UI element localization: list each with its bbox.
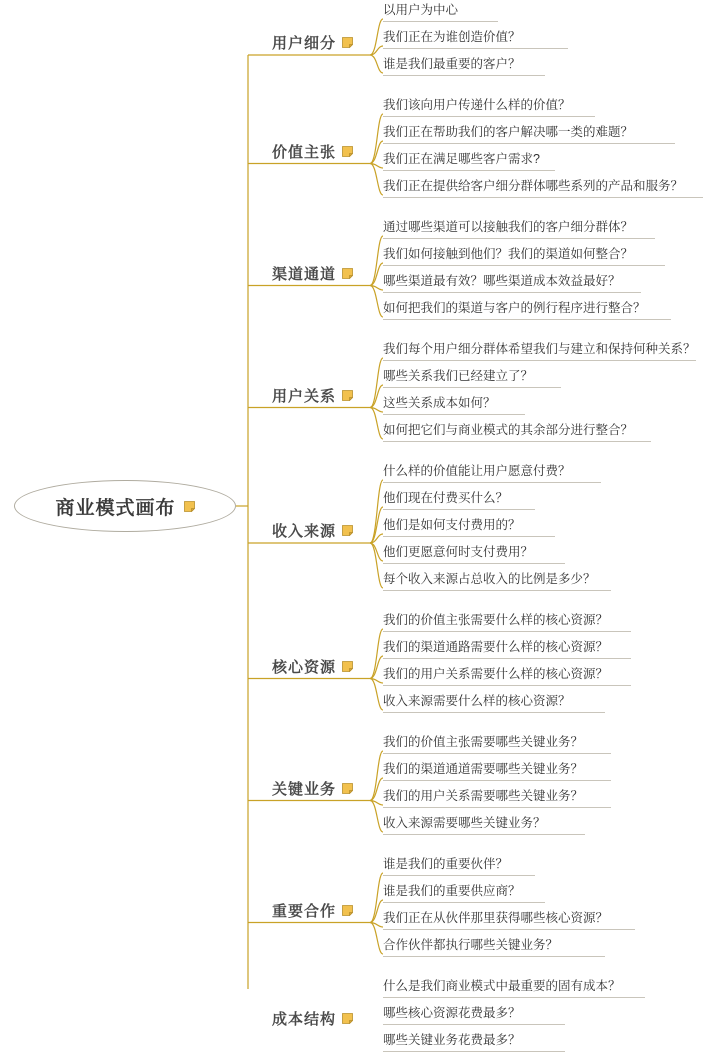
- leaf-node[interactable]: [383, 857, 535, 876]
- leaf-label: 我们正在从伙伴那里获得哪些核心资源？: [383, 911, 609, 925]
- leaf-node[interactable]: [383, 220, 655, 239]
- note-icon[interactable]: [342, 661, 353, 672]
- leaf-label: 以用户为中心: [383, 3, 459, 17]
- leaf-label: 谁是我们的重要供应商？: [383, 884, 521, 898]
- leaf-node[interactable]: [383, 816, 585, 835]
- leaf-label: 他们现在付费买什么？: [383, 491, 509, 505]
- leaf-label: 合作伙伴都执行哪些关键业务？: [383, 938, 559, 952]
- leaf-node[interactable]: [383, 884, 545, 903]
- leaf-label: 我们如何接触到他们？我们的渠道如何整合？: [383, 247, 634, 261]
- branch-label: 收入来源: [272, 523, 337, 540]
- leaf-label: 我们该向用户传递什么样的价值？: [383, 98, 571, 112]
- leaf-node[interactable]: [383, 464, 601, 483]
- leaf-node[interactable]: [383, 247, 665, 266]
- leaf-node[interactable]: [383, 640, 631, 659]
- branch-node[interactable]: [272, 656, 353, 677]
- leaf-label: 我们每个用户细分群体希望我们与建立和保持何种关系？: [383, 342, 696, 356]
- leaf-label: 我们的渠道通路需要什么样的核心资源？: [383, 640, 609, 654]
- leaf-node[interactable]: [383, 125, 675, 144]
- leaf-node[interactable]: [383, 572, 611, 591]
- leaf-label: 哪些渠道最有效？哪些渠道成本效益最好？: [383, 274, 621, 288]
- leaf-label: 我们的用户关系需要哪些关键业务？: [383, 789, 584, 803]
- leaf-node[interactable]: [383, 518, 555, 537]
- leaf-label: 我们的用户关系需要什么样的核心资源？: [383, 667, 609, 681]
- leaf-node[interactable]: [383, 491, 535, 510]
- root-node[interactable]: [14, 480, 236, 532]
- leaf-node[interactable]: [383, 613, 631, 632]
- leaf-label: 他们更愿意何时支付费用？: [383, 545, 534, 559]
- leaf-label: 我们正在为谁创造价值？: [383, 30, 521, 44]
- leaf-node[interactable]: [383, 911, 635, 930]
- note-icon[interactable]: [342, 390, 353, 401]
- leaf-node[interactable]: [383, 98, 595, 117]
- note-icon[interactable]: [184, 501, 195, 512]
- note-icon[interactable]: [342, 268, 353, 279]
- leaf-label: 收入来源需要什么样的核心资源？: [383, 694, 571, 708]
- branch-label: 重要合作: [272, 902, 337, 920]
- branch-label: 价值主张: [272, 143, 337, 161]
- leaf-label: 我们正在帮助我们的客户解决哪一类的难题？: [383, 125, 634, 139]
- leaf-node[interactable]: [383, 274, 641, 293]
- branch-node[interactable]: [272, 1008, 353, 1029]
- leaf-node[interactable]: [383, 369, 561, 388]
- branch-label: 用户细分: [272, 35, 337, 52]
- note-icon[interactable]: [342, 905, 353, 916]
- branch-node[interactable]: [272, 520, 353, 541]
- leaf-label: 什么是我们商业模式中最重要的固有成本？: [383, 979, 621, 993]
- branch-node[interactable]: [272, 141, 353, 162]
- leaf-node[interactable]: [383, 667, 631, 686]
- leaf-node[interactable]: [383, 396, 525, 415]
- leaf-label: 哪些核心资源花费最多？: [383, 1006, 521, 1020]
- leaf-label: 如何把它们与商业模式的其余部分进行整合？: [383, 423, 634, 437]
- branch-label: 渠道通道: [272, 265, 337, 283]
- leaf-label: 哪些关键业务花费最多？: [383, 1033, 521, 1047]
- branch-label: 用户关系: [272, 387, 337, 405]
- leaf-node[interactable]: [383, 423, 651, 442]
- leaf-label: 我们的价值主张需要哪些关键业务？: [383, 735, 584, 749]
- leaf-node[interactable]: [383, 938, 605, 957]
- leaf-label: 谁是我们最重要的客户？: [383, 57, 521, 71]
- leaf-label: 这些关系成本如何？: [383, 396, 496, 410]
- leaf-label: 如何把我们的渠道与客户的例行程序进行整合？: [383, 301, 646, 315]
- leaf-node[interactable]: [383, 1006, 565, 1025]
- leaf-node[interactable]: [383, 301, 671, 320]
- leaf-label: 什么样的价值能让用户愿意付费？: [383, 464, 571, 478]
- branch-label: 关键业务: [272, 780, 337, 798]
- leaf-node[interactable]: [383, 30, 568, 49]
- leaf-label: 我们正在满足哪些客户需求?: [383, 152, 540, 166]
- leaf-label: 我们的渠道通道需要哪些关键业务？: [383, 762, 584, 776]
- branch-label: 成本结构: [272, 1011, 337, 1028]
- note-icon[interactable]: [342, 525, 353, 536]
- branch-node[interactable]: [272, 778, 353, 799]
- leaf-node[interactable]: [383, 342, 696, 361]
- note-icon[interactable]: [342, 1013, 353, 1024]
- leaf-label: 哪些关系我们已经建立了？: [383, 369, 534, 383]
- leaf-node[interactable]: [383, 694, 605, 713]
- leaf-label: 他们是如何支付费用的？: [383, 518, 521, 532]
- leaf-label: 每个收入来源占总收入的比例是多少？: [383, 572, 596, 586]
- leaf-label: 通过哪些渠道可以接触我们的客户细分群体？: [383, 220, 634, 234]
- branch-node[interactable]: [272, 385, 353, 406]
- leaf-node[interactable]: [383, 789, 611, 808]
- leaf-node[interactable]: [383, 57, 545, 76]
- branch-label: 核心资源: [272, 658, 337, 676]
- leaf-node[interactable]: [383, 3, 498, 22]
- leaf-node[interactable]: [383, 179, 703, 198]
- leaf-node[interactable]: [383, 762, 611, 781]
- leaf-label: 谁是我们的重要伙伴？: [383, 857, 509, 871]
- root-label: 商业模式画布: [55, 497, 176, 519]
- note-icon[interactable]: [342, 146, 353, 157]
- leaf-node[interactable]: [383, 1033, 565, 1052]
- leaf-node[interactable]: [383, 152, 555, 171]
- leaf-label: 收入来源需要哪些关键业务？: [383, 816, 546, 830]
- branch-node[interactable]: [272, 263, 353, 284]
- note-icon[interactable]: [342, 37, 353, 48]
- leaf-node[interactable]: [383, 735, 611, 754]
- leaf-label: 我们的价值主张需要什么样的核心资源？: [383, 613, 609, 627]
- leaf-label: 我们正在提供给客户细分群体哪些系列的产品和服务？: [383, 179, 684, 193]
- note-icon[interactable]: [342, 783, 353, 794]
- leaf-node[interactable]: [383, 545, 565, 564]
- branch-node[interactable]: [272, 900, 353, 921]
- branch-node[interactable]: [272, 32, 353, 53]
